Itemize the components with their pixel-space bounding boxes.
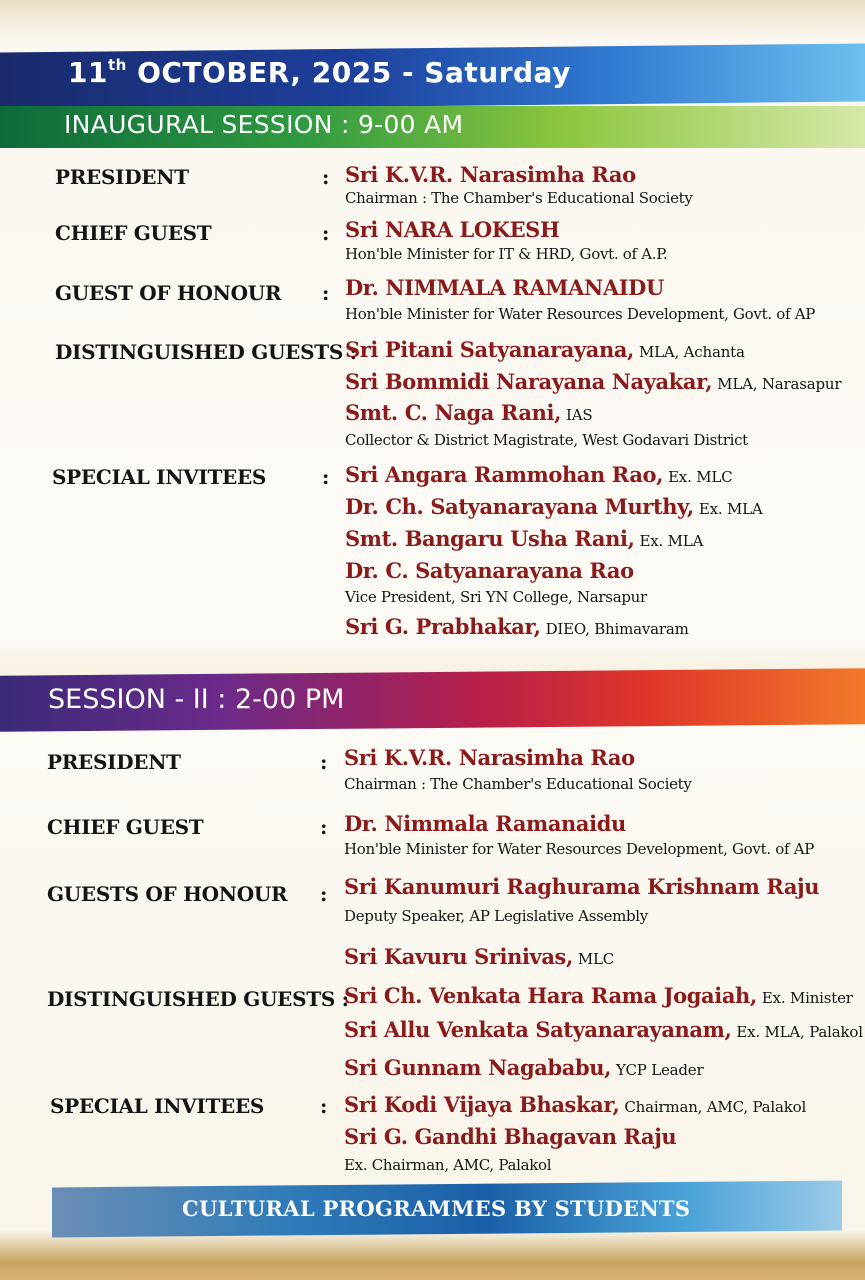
colon: : <box>320 1094 328 1118</box>
s1-distinguished-label: DISTINGUISHED GUESTS : <box>55 340 357 364</box>
s1-special-label: SPECIAL INVITEES <box>52 465 267 489</box>
s2-president-label: PRESIDENT <box>47 750 181 774</box>
s1-special-invitee-4: Dr. C. Satyanarayana Rao <box>345 558 634 583</box>
s1-special-invitee-3: Smt. Bangaru Usha Rani, Ex. MLA <box>345 526 704 551</box>
s1-honour-name: Dr. NIMMALA RAMANAIDU <box>345 275 664 300</box>
s2-honour-guest-1-desc: Deputy Speaker, AP Legislative Assembly <box>344 907 648 925</box>
s1-dist-guest-2: Sri Bommidi Narayana Nayakar, MLA, Narasapur <box>345 369 842 394</box>
date-heading: 11th OCTOBER, 2025 - Saturday <box>68 56 571 89</box>
colon: : <box>320 882 328 906</box>
colon: : <box>322 221 330 245</box>
colon: : <box>320 750 328 774</box>
session1-title: INAUGURAL SESSION : 9-00 AM <box>64 110 464 139</box>
s2-dist-guest-1: Sri Ch. Venkata Hara Rama Jogaiah, Ex. Minister <box>344 983 853 1008</box>
s1-dist-guest-1: Sri Pitani Satyanarayana, MLA, Achanta <box>345 337 745 362</box>
colon: : <box>320 815 328 839</box>
s1-special-invitee-2: Dr. Ch. Satyanarayana Murthy, Ex. MLA <box>345 494 763 519</box>
s1-chief-desc: Hon'ble Minister for IT & HRD, Govt. of A.P. <box>345 245 668 263</box>
s1-honour-label: GUEST OF HONOUR <box>55 281 282 305</box>
session2-title: SESSION - II : 2-00 PM <box>48 684 345 715</box>
s2-honour-guest-1: Sri Kanumuri Raghurama Krishnam Raju <box>344 874 820 899</box>
s2-president-name: Sri K.V.R. Narasimha Rao <box>344 745 635 770</box>
colon: : <box>322 165 330 189</box>
s2-dist-guest-2: Sri Allu Venkata Satyanarayanam, Ex. MLA, Palakol <box>344 1017 863 1042</box>
s2-chief-name: Dr. Nimmala Ramanaidu <box>344 811 626 836</box>
s1-special-invitee-1: Sri Angara Rammohan Rao, Ex. MLC <box>345 462 733 487</box>
s2-special-invitee-2: Sri G. Gandhi Bhagavan Raju <box>344 1124 677 1149</box>
s2-chief-label: CHIEF GUEST <box>47 815 204 839</box>
s2-distinguished-label: DISTINGUISHED GUESTS : <box>47 987 349 1011</box>
s1-dist-guest-3: Smt. C. Naga Rani, IAS <box>345 400 593 425</box>
s1-president-label: PRESIDENT <box>55 165 189 189</box>
s1-president-name: Sri K.V.R. Narasimha Rao <box>345 162 636 187</box>
s1-special-invitee-4-desc: Vice President, Sri YN College, Narsapur <box>345 588 647 606</box>
s1-chief-label: CHIEF GUEST <box>55 221 212 245</box>
s1-special-invitee-5: Sri G. Prabhakar, DIEO, Bhimavaram <box>345 614 689 639</box>
s2-president-desc: Chairman : The Chamber's Educational Society <box>344 775 692 793</box>
s1-honour-desc: Hon'ble Minister for Water Resources Development, Govt. of AP <box>345 305 816 323</box>
s1-chief-name: Sri NARA LOKESH <box>345 217 560 242</box>
s2-honour-label: GUESTS OF HONOUR <box>47 882 288 906</box>
s2-honour-guest-2: Sri Kavuru Srinivas, MLC <box>344 944 615 969</box>
colon: : <box>322 465 330 489</box>
cultural-programmes-heading: CULTURAL PROGRAMMES BY STUDENTS <box>182 1196 691 1221</box>
s2-chief-desc: Hon'ble Minister for Water Resources Development, Govt. of AP <box>344 840 815 858</box>
colon: : <box>322 281 330 305</box>
s1-dist-guest-3-desc: Collector & District Magistrate, West Godavari District <box>345 431 748 449</box>
s2-special-invitee-2-desc: Ex. Chairman, AMC, Palakol <box>344 1156 552 1174</box>
s2-special-label: SPECIAL INVITEES <box>50 1094 265 1118</box>
s2-dist-guest-3: Sri Gunnam Nagababu, YCP Leader <box>344 1055 704 1080</box>
s2-special-invitee-1: Sri Kodi Vijaya Bhaskar, Chairman, AMC, Palakol <box>344 1092 807 1117</box>
s1-president-desc: Chairman : The Chamber's Educational Society <box>345 189 693 207</box>
